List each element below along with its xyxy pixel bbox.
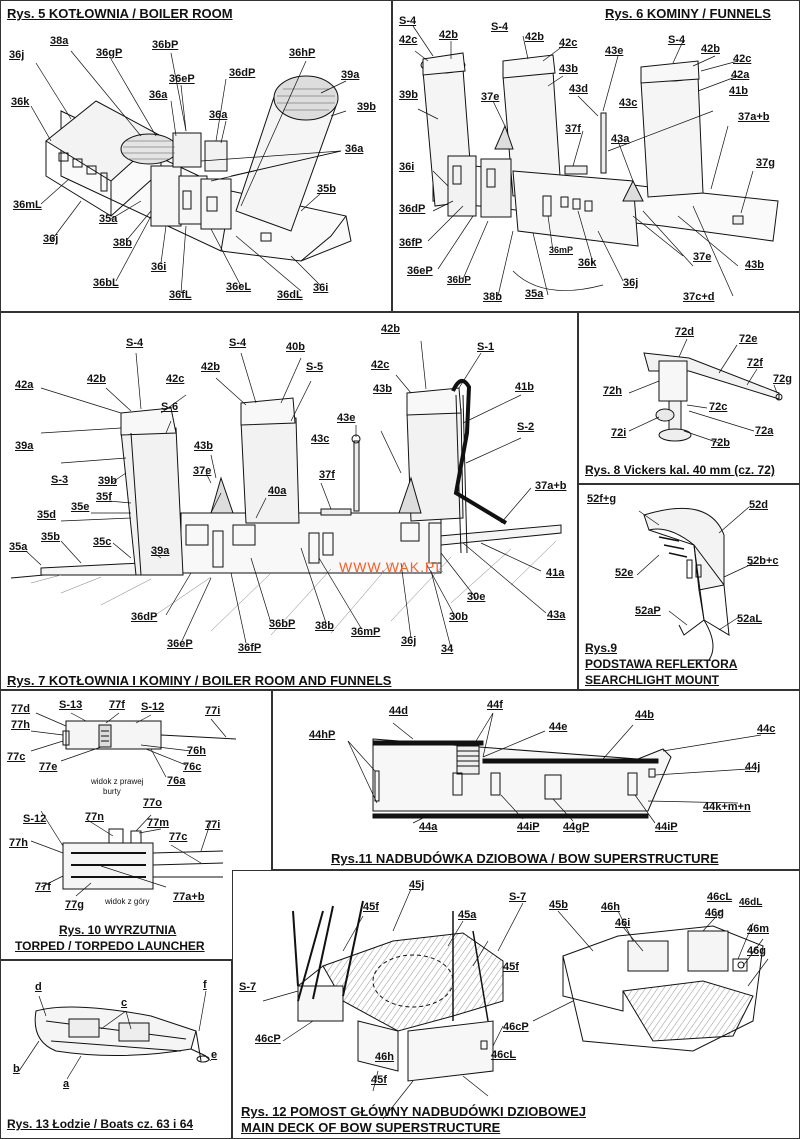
label: 36mP — [351, 626, 381, 638]
label: S-4 — [491, 21, 509, 33]
label: 36dP — [399, 203, 426, 215]
label: 36mP — [549, 245, 574, 255]
label: S-4 — [668, 34, 686, 46]
label: 43b — [559, 63, 578, 75]
label: 35d — [37, 509, 56, 521]
label: 37f — [565, 123, 581, 135]
label: 44a — [419, 821, 438, 833]
label: 39b — [98, 475, 117, 487]
label: 36mL — [13, 199, 42, 211]
label: c — [121, 997, 128, 1009]
bow-main-deck-title-2: MAIN DECK OF BOW SUPERSTRUCTURE — [241, 1120, 501, 1135]
label: 42a — [15, 379, 34, 391]
label: 43c — [619, 97, 638, 109]
label: 46h — [601, 901, 620, 913]
label: 44d — [389, 705, 408, 717]
label: 43e — [337, 412, 356, 424]
label: 44c — [757, 723, 776, 735]
label: 43c — [311, 433, 330, 445]
label: S-6 — [161, 401, 179, 413]
label: 77i — [205, 819, 221, 831]
label: 36eP — [407, 265, 433, 277]
label: S-4 — [126, 337, 144, 349]
label: 30e — [467, 591, 486, 603]
label: 36eL — [226, 281, 252, 293]
label: 39a — [15, 440, 34, 452]
label: 34 — [441, 643, 454, 655]
label: 42a — [731, 69, 750, 81]
side-view-note-2: burty — [103, 787, 121, 796]
label: 45a — [458, 909, 477, 921]
panel-boats — [0, 960, 232, 1139]
top-view-note: widok z góry — [105, 897, 150, 906]
label: 44iP — [517, 821, 540, 833]
searchlight-title-3: SEARCHLIGHT MOUNT — [585, 673, 719, 687]
label: 77n — [85, 811, 104, 823]
bow-superstructure-drawing — [273, 691, 800, 870]
panel-vickers-gun — [578, 312, 800, 484]
label: 52f+g — [587, 493, 617, 505]
label: 36hP — [289, 47, 316, 59]
label: f — [203, 979, 207, 991]
label: 77c — [169, 831, 188, 843]
label: 46g — [747, 945, 766, 957]
label: 43b — [745, 259, 764, 271]
panel-boiler-room-and-funnels — [0, 312, 578, 690]
funnels-drawing — [393, 1, 800, 312]
label: 45f — [363, 901, 379, 913]
label: 36eP — [167, 638, 193, 650]
label: S-5 — [306, 361, 324, 373]
label: 44iP — [655, 821, 678, 833]
label: b — [13, 1063, 20, 1075]
label: S-7 — [509, 891, 527, 903]
label: 39a — [341, 69, 360, 81]
label: 36bP — [152, 39, 179, 51]
label: S-2 — [517, 421, 535, 433]
label: 35b — [41, 531, 60, 543]
label: 52e — [615, 567, 634, 579]
label: 43b — [194, 440, 213, 452]
label: 46cP — [503, 1021, 529, 1033]
label: 41b — [729, 85, 748, 97]
label: 46cP — [255, 1033, 281, 1045]
label: 37f — [319, 469, 335, 481]
torpedo-title-2: TORPED / TORPEDO LAUNCHER — [15, 939, 205, 953]
label: 36eP — [169, 73, 195, 85]
bow-superstructure-title: Rys.11 NADBUDÓWKA DZIOBOWA / BOW SUPERSTRUCTURE — [331, 851, 719, 866]
label: 44hP — [309, 729, 336, 741]
searchlight-title-2: PODSTAWA REFLEKTORA — [585, 657, 738, 671]
label: 36j — [401, 635, 417, 647]
label: 77h — [9, 837, 28, 849]
label: 72g — [773, 373, 792, 385]
label: 42c — [399, 34, 418, 46]
label: 36dP — [131, 611, 158, 623]
label: 36bP — [269, 618, 296, 630]
label: 38a — [50, 35, 69, 47]
label: d — [35, 981, 42, 993]
label: 52aP — [635, 605, 661, 617]
label: 36j — [9, 49, 25, 61]
bow-main-deck-title-1: Rys. 12 POMOST GŁÓWNY NADBUDÓWKI DZIOBOWEJ — [241, 1104, 587, 1119]
label: 76c — [183, 761, 202, 773]
vickers-gun-drawing — [579, 313, 800, 484]
vickers-title: Rys. 8 Vickers kal. 40 mm (cz. 72) — [585, 463, 775, 477]
label: 43e — [605, 45, 624, 57]
boiler-room-funnels-title: Rys. 7 KOTŁOWNIA I KOMINY / BOILER ROOM AND FUNNELS — [7, 673, 392, 688]
label: 37e — [193, 465, 212, 477]
label: 41b — [515, 381, 534, 393]
label: 46cL — [707, 891, 733, 903]
label: 42b — [701, 43, 720, 55]
label: 37a+b — [738, 111, 770, 123]
label: 40b — [286, 341, 305, 353]
label: 77i — [205, 705, 221, 717]
label: 40a — [268, 485, 287, 497]
label: 46g — [705, 907, 724, 919]
label: 52b+c — [747, 555, 779, 567]
label: 36a — [345, 143, 364, 155]
label: 37a+b — [535, 480, 567, 492]
label: 44j — [745, 761, 761, 773]
label: 38b — [315, 620, 334, 632]
label: 36dL — [277, 289, 303, 301]
label: 44gP — [563, 821, 590, 833]
label: 44e — [549, 721, 568, 733]
label: 35b — [317, 183, 336, 195]
label: 39a — [151, 545, 170, 557]
label: 77a+b — [173, 891, 205, 903]
label: 36bL — [93, 277, 119, 289]
label: 42c — [371, 359, 390, 371]
label: 77o — [143, 797, 162, 809]
label: S-1 — [477, 341, 495, 353]
label: S-12 — [23, 813, 47, 825]
label: S-4 — [229, 337, 247, 349]
label: 36bP — [447, 275, 471, 286]
label: 76a — [167, 775, 186, 787]
label: 45j — [409, 879, 425, 891]
label: 42c — [559, 37, 578, 49]
label: 44k+m+n — [703, 801, 751, 813]
label: 42b — [439, 29, 458, 41]
label: 36fL — [169, 289, 192, 301]
label: e — [211, 1049, 218, 1061]
label: 42c — [733, 53, 752, 65]
label: 39b — [357, 101, 376, 113]
label: 35a — [99, 213, 118, 225]
panel-bow-superstructure — [272, 690, 800, 870]
label: S-7 — [239, 981, 257, 993]
torpedo-title-1: Rys. 10 WYRZUTNIA — [59, 923, 177, 937]
searchlight-title-1: Rys.9 — [585, 641, 618, 655]
label: 39b — [399, 89, 418, 101]
label: 35f — [96, 491, 112, 503]
label: 38b — [113, 237, 132, 249]
label: 36gP — [96, 47, 123, 59]
label: 35a — [9, 541, 28, 553]
panel-searchlight-mount — [578, 484, 800, 690]
label: 36k — [11, 96, 30, 108]
label: 36j — [43, 233, 59, 245]
label: 37e — [481, 91, 500, 103]
label: S-4 — [399, 15, 417, 27]
label: 36fP — [399, 237, 423, 249]
label: 42c — [166, 373, 185, 385]
label: 43d — [569, 83, 588, 95]
label: 46m — [747, 923, 770, 935]
label: 37g — [756, 157, 775, 169]
label: 35c — [93, 536, 112, 548]
label: 77e — [39, 761, 58, 773]
label: 72e — [739, 333, 758, 345]
label: 45f — [371, 1074, 387, 1086]
label: 45b — [549, 899, 568, 911]
label: 42b — [201, 361, 220, 373]
side-view-note: widok z prawej — [91, 777, 144, 786]
label: 77d — [11, 703, 30, 715]
panel-boiler-room — [0, 0, 392, 312]
label: 36a — [149, 89, 168, 101]
label: 36j — [623, 277, 639, 289]
label: 46i — [615, 917, 631, 929]
label: 72h — [603, 385, 622, 397]
label: 72d — [675, 326, 694, 338]
label: 37c+d — [683, 291, 715, 303]
label: 72b — [711, 437, 730, 449]
label: 42b — [381, 323, 400, 335]
label: 42b — [87, 373, 106, 385]
label: 36i — [313, 282, 329, 294]
label: 36dP — [229, 67, 256, 79]
label: 30b — [449, 611, 468, 623]
label: 77m — [147, 817, 170, 829]
label: 36i — [151, 261, 167, 273]
label: a — [63, 1078, 70, 1090]
label: 46dL — [739, 897, 763, 908]
panel-funnels — [392, 0, 800, 312]
label: 52aL — [737, 613, 763, 625]
boats-title: Rys. 13 Łodzie / Boats cz. 63 i 64 — [7, 1117, 194, 1131]
label: 72c — [709, 401, 728, 413]
label: 52d — [749, 499, 768, 511]
label: 35e — [71, 501, 90, 513]
label: 77c — [7, 751, 26, 763]
label: 46cL — [491, 1049, 517, 1061]
funnels-title: Rys. 6 KOMINY / FUNNELS — [605, 6, 771, 21]
label: 43b — [373, 383, 392, 395]
panel-bow-main-deck — [232, 870, 800, 1139]
label: 43a — [547, 609, 566, 621]
label: S-13 — [59, 699, 83, 711]
label: 42b — [525, 31, 544, 43]
label: 72a — [755, 425, 774, 437]
label: 77h — [11, 719, 30, 731]
label: 76h — [187, 745, 206, 757]
boiler-room-title: Rys. 5 KOTŁOWNIA / BOILER ROOM — [7, 6, 233, 21]
label: 41a — [546, 567, 565, 579]
label: 72f — [747, 357, 763, 369]
label: 38b — [483, 291, 502, 303]
website-watermark: WWW.WAK.PL — [339, 559, 445, 575]
label: 37e — [693, 251, 712, 263]
boiler-room-drawing — [1, 1, 392, 312]
label: 36fP — [238, 642, 262, 654]
label: 77f — [35, 881, 51, 893]
label: S-12 — [141, 701, 165, 713]
label: 36k — [578, 257, 597, 269]
label: 35a — [525, 288, 544, 300]
label: 72i — [611, 427, 627, 439]
label: 36i — [399, 161, 415, 173]
label: 45f — [503, 961, 519, 973]
label: 44b — [635, 709, 654, 721]
label: 77g — [65, 899, 84, 911]
label: 43a — [611, 133, 630, 145]
label: 46h — [375, 1051, 394, 1063]
label: S-3 — [51, 474, 69, 486]
label: 77f — [109, 699, 125, 711]
label: 36a — [209, 109, 228, 121]
label: 44f — [487, 699, 503, 711]
